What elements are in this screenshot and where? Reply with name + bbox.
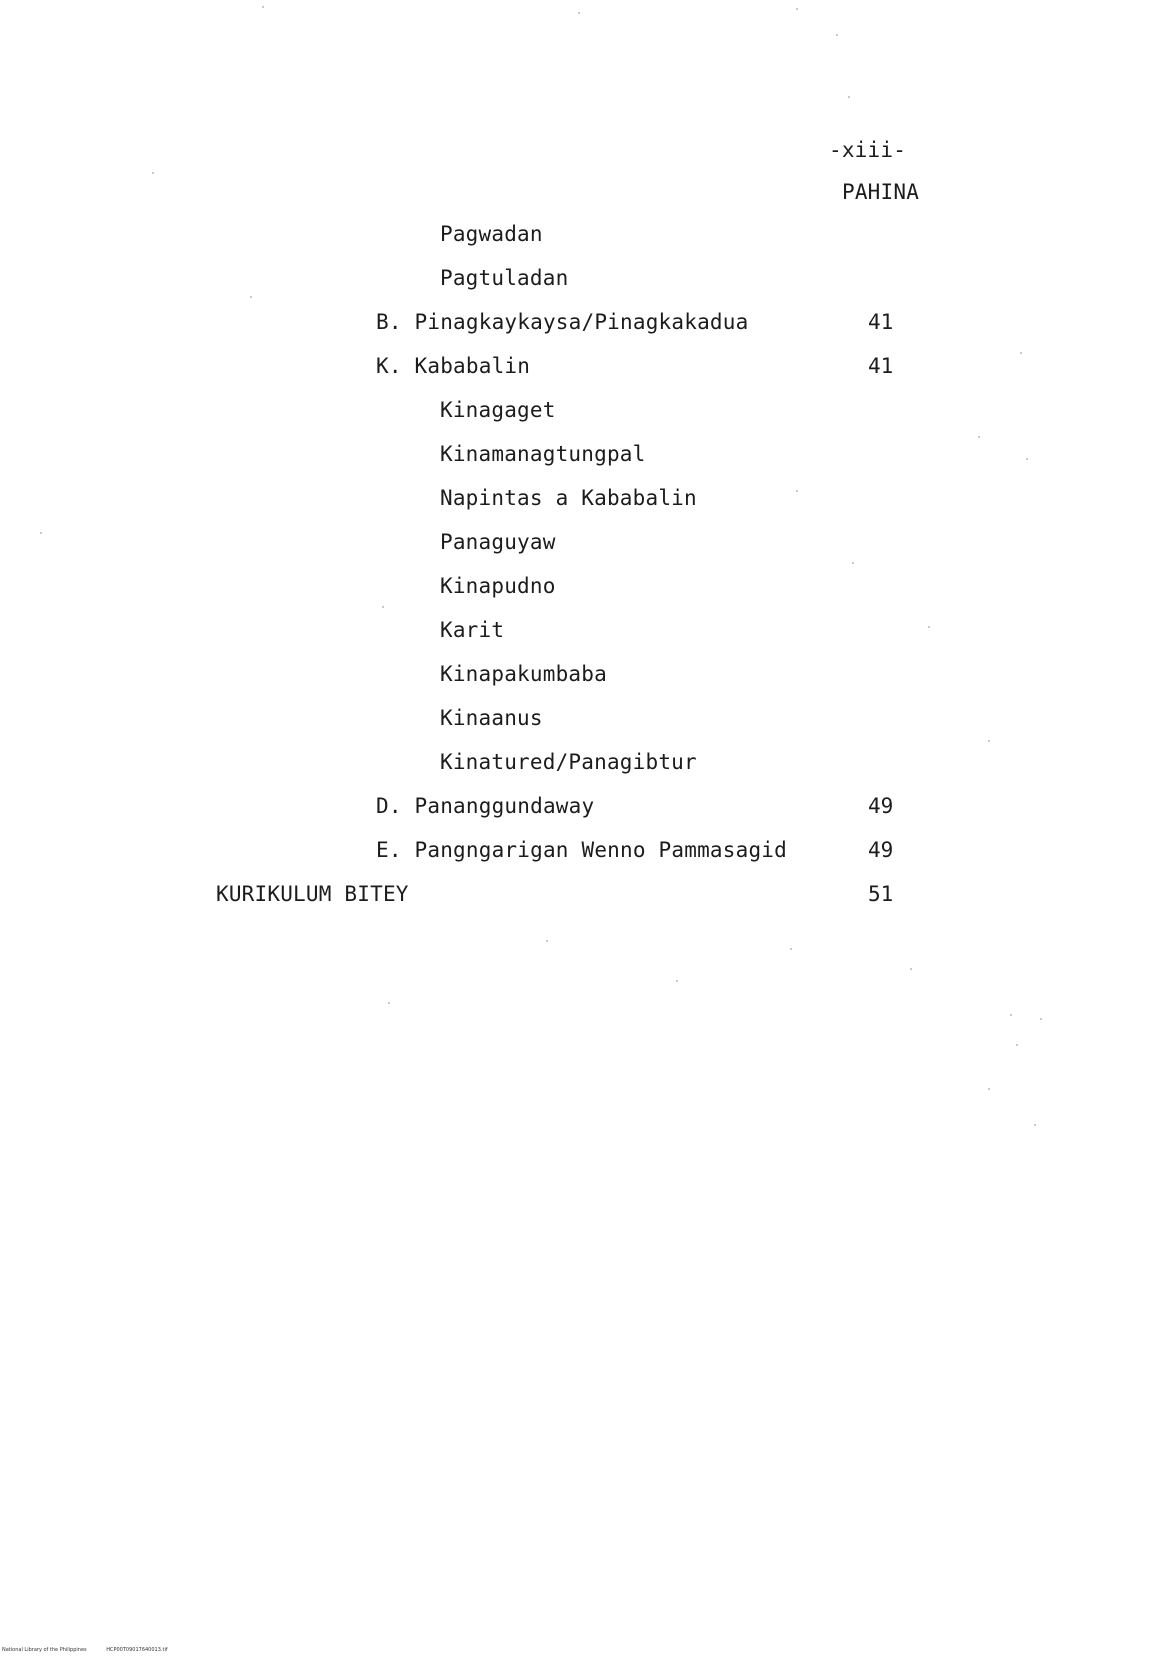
toc-entry: Karit — [440, 618, 505, 642]
scan-speck — [852, 562, 854, 564]
scan-footer — [2, 1647, 186, 1653]
scan-speck — [1020, 352, 1022, 354]
footer-file: HCP00T09017640013.tif — [106, 1647, 168, 1653]
scan-speck — [262, 6, 264, 8]
scan-speck — [796, 8, 798, 10]
toc-entry: Pagwadan — [440, 222, 543, 246]
toc-entry: Kinagaget — [440, 398, 556, 422]
footer-library: National Library of the Philippines — [2, 1647, 87, 1653]
scan-speck — [250, 296, 252, 298]
toc-page-number: 51 — [868, 882, 894, 906]
toc-entry: Kinatured/Panagibtur — [440, 750, 697, 774]
scan-speck — [1040, 1018, 1042, 1020]
toc-entry: K. Kababalin — [376, 354, 531, 378]
toc-entry: KURIKULUM BITEY — [216, 882, 409, 906]
toc-entry: Kinaanus — [440, 706, 543, 730]
scan-speck — [388, 1002, 390, 1004]
toc-entry: Kinapudno — [440, 574, 556, 598]
toc-entry: E. Pangngarigan Wenno Pammasagid — [376, 838, 787, 862]
scan-speck — [928, 626, 930, 628]
scan-speck — [1034, 1124, 1036, 1126]
scan-speck — [1016, 1044, 1018, 1046]
scan-speck — [152, 172, 154, 174]
column-header-pahina: PAHINA — [842, 180, 920, 204]
scan-speck — [988, 1088, 990, 1090]
toc-page-number: 49 — [868, 838, 894, 862]
toc-entry: Panaguyaw — [440, 530, 556, 554]
toc-page-number: 49 — [868, 794, 894, 818]
scan-speck — [546, 940, 548, 942]
toc-page-number: 41 — [868, 310, 894, 334]
scan-speck — [910, 968, 912, 970]
toc-entry: Kinamanagtungpal — [440, 442, 646, 466]
page-number: -xiii- — [829, 138, 907, 162]
scan-speck — [988, 740, 990, 742]
scan-speck — [848, 96, 850, 98]
toc-entry: Napintas a Kababalin — [440, 486, 697, 510]
toc-entry: Kinapakumbaba — [440, 662, 607, 686]
scan-speck — [790, 948, 792, 950]
scan-speck — [382, 606, 384, 608]
scan-speck — [836, 34, 838, 36]
scan-speck — [796, 490, 798, 492]
scan-speck — [978, 436, 980, 438]
toc-entry: B. Pinagkaykaysa/Pinagkakadua — [376, 310, 749, 334]
scan-speck — [676, 980, 678, 982]
toc-entry: Pagtuladan — [440, 266, 569, 290]
scan-speck — [578, 12, 580, 14]
toc-page-number: 41 — [868, 354, 894, 378]
scan-speck — [1010, 1014, 1012, 1016]
scan-speck — [1026, 458, 1028, 460]
toc-entry: D. Pananggundaway — [376, 794, 595, 818]
scan-speck — [40, 532, 42, 534]
